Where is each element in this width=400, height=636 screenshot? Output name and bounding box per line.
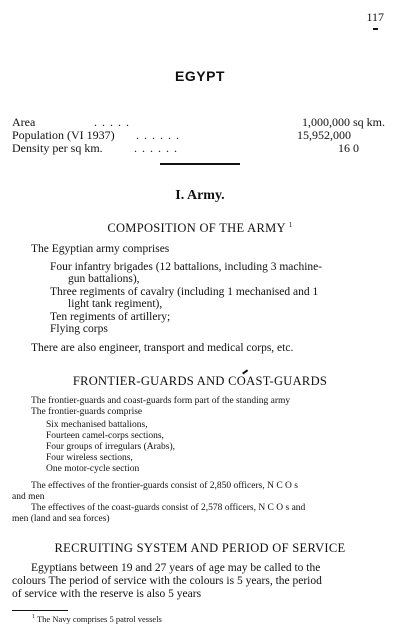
page-number: 117 <box>366 10 384 24</box>
frontier-item: Four wireless sections, <box>46 453 133 463</box>
recruiting-line: colours The period of service with the colours is 5 years, the period <box>12 575 322 587</box>
stat-value: 15,952,000 <box>297 128 351 142</box>
footnote-reference: 1 <box>288 221 293 229</box>
frontier-item: One motor-cycle section <box>46 464 140 474</box>
stat-row-population <box>12 128 384 142</box>
composition-intro: The Egyptian army comprises <box>31 243 170 255</box>
composition-heading-text: COMPOSITION OF THE ARMY <box>107 221 286 236</box>
composition-item: Flying corps <box>50 323 108 335</box>
stat-value: 16 0 <box>338 141 359 155</box>
page-number-dash <box>373 28 378 30</box>
frontier-line: The frontier-guards and coast-guards form part of the standing army <box>31 396 291 406</box>
footnote-mark: 1 <box>32 614 35 621</box>
stat-label: Density per sq km. <box>12 141 103 155</box>
coast-effectives: men (land and sea forces) <box>12 514 110 524</box>
footnote <box>32 614 162 624</box>
composition-item: gun battalions), <box>68 273 140 285</box>
composition-item: Four infantry brigades (12 battalions, including 3 machine- <box>50 261 323 273</box>
recruiting-heading: RECRUITING SYSTEM AND PERIOD OF SERVICE <box>54 541 346 555</box>
composition-item: Ten regiments of artillery; <box>50 311 171 323</box>
coast-effectives: The effectives of the coast-guards consist of 2,578 officers, N C O s and <box>31 503 306 513</box>
stat-dots: . . . . . . <box>134 141 178 155</box>
frontier-item: Six mechanised battalions, <box>46 420 148 430</box>
frontier-heading: FRONTIER-GUARDS AND COAST-GUARDS <box>72 374 328 388</box>
frontier-effectives: The effectives of the frontier-guards consist of 2,850 officers, N C O s <box>31 481 298 491</box>
stat-dots: . . . . . . <box>136 128 180 142</box>
frontier-effectives: and men <box>12 492 45 502</box>
composition-heading <box>0 221 400 236</box>
footnote-text: The Navy comprises 5 patrol vessels <box>36 614 162 624</box>
section-title: I. Army. <box>175 188 225 203</box>
stat-row-area <box>12 115 384 129</box>
stat-value: 1,000,000 sq km. <box>302 115 386 129</box>
frontier-item: Four groups of irregulars (Arabs), <box>46 442 176 452</box>
stat-dots: . . . . . <box>94 115 130 129</box>
recruiting-line: of service with the reserve is also 5 years <box>12 588 202 600</box>
stat-label: Population (VI 1937) <box>12 128 115 142</box>
frontier-line: The frontier-guards comprise <box>31 407 143 417</box>
composition-item: Three regiments of cavalry (including 1 mechanised and 1 <box>50 286 319 298</box>
section-rule <box>160 163 240 165</box>
recruiting-line: Egyptians between 19 and 27 years of age may be called to the <box>31 562 321 574</box>
composition-outro: There are also engineer, transport and medical corps, etc. <box>31 342 294 354</box>
stat-row-density <box>12 141 384 155</box>
stat-label: Area <box>12 115 36 129</box>
composition-item: light tank regiment), <box>68 298 163 310</box>
frontier-item: Fourteen camel-corps sections, <box>46 431 164 441</box>
footnote-rule <box>12 610 68 611</box>
country-title: EGYPT <box>175 68 225 84</box>
